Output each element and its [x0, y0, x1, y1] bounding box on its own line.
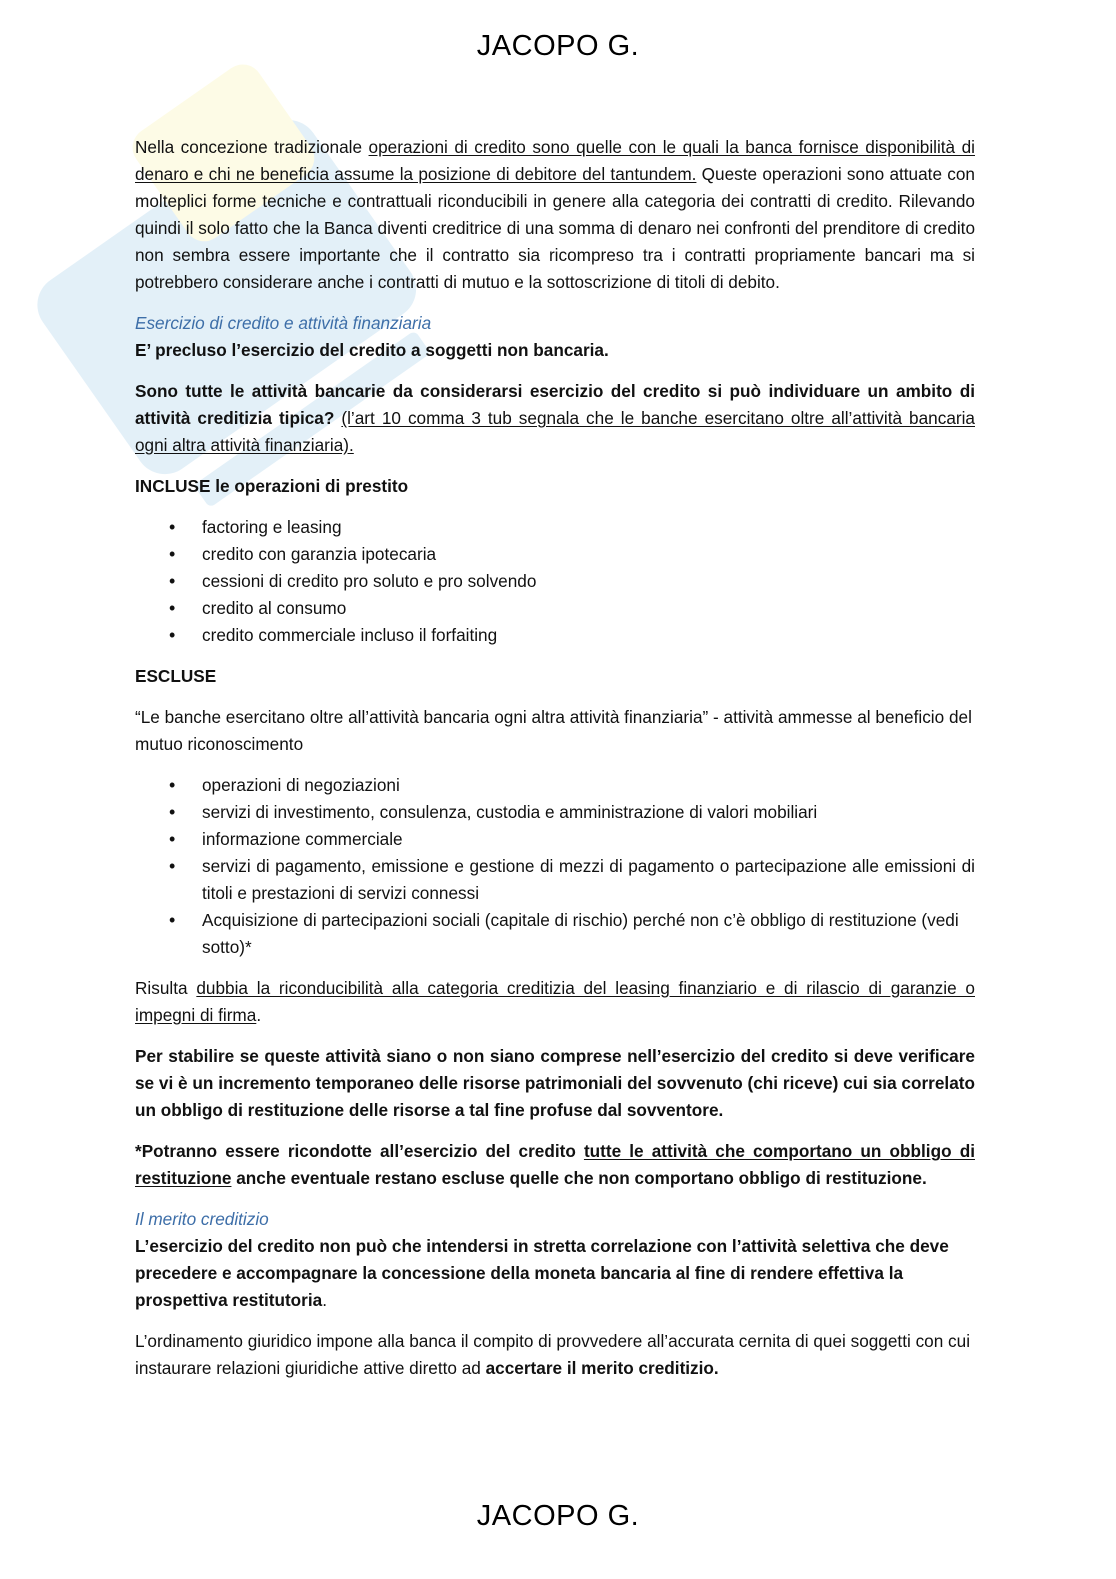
- page-header: JACOPO G.: [476, 30, 640, 62]
- escluse-title: ESCLUSE: [135, 666, 217, 686]
- list-item: • credito al consumo: [202, 595, 975, 622]
- escluse-list: [135, 772, 975, 961]
- paragraph-potranno: *Potranno essere ricondotte all’esercizio del credito tutte le attività che comportano un obbligo di restituzione anche eventuale restano escluse quelle che non comportano obbligo di restituzione.: [135, 1141, 975, 1188]
- list-item: • operazioni di negoziazioni: [202, 772, 975, 799]
- list-item: • factoring e leasing: [202, 514, 975, 541]
- paragraph-stabilire: Per stabilire se queste attività siano o non siano comprese nell’esercizio del credito si deve verificare se vi è un incremento temporaneo delle risorse patrimoniali del sovvenuto (chi riceve) cui sia correlato un obbligo di restituzione delle risorse a tal fine profuse dal sovventore.: [135, 1046, 975, 1120]
- paragraph-intro: Nella concezione tradizionale operazioni di credito sono quelle con le quali la banca fornisce disponibilità di denaro e chi ne beneficia assume la posizione di debitore del tantundem. Queste operazioni sono attuate con molteplici forme tecniche e contrattuali riconducibili in genere alla categoria dei contratti di credito. Rilevando quindi il solo fatto che la Banca diventi creditrice di una somma di denaro nei confronti del prenditore di credito non sembra essere importante che il contratto sia ricompreso tra i contratti propriamente bancari ma si potrebbero considerare anche i contratti di mutuo e la sottoscrizione di titoli di debito.: [135, 137, 975, 292]
- list-item: • credito commerciale incluso il forfaiting: [202, 622, 975, 649]
- paragraph-precluso: E’ precluso l’esercizio del credito a soggetti non bancaria.: [135, 340, 609, 360]
- escluse-intro: “Le banche esercitano oltre all’attività bancaria ogni altra attività finanziaria” - attività ammesse al beneficio del mutuo riconoscimento: [135, 707, 972, 754]
- list-item: • informazione commerciale: [202, 826, 975, 853]
- list-item: • credito con garanzia ipotecaria: [202, 541, 975, 568]
- paragraph-merito: L’esercizio del credito non può che intendersi in stretta correlazione con l’attività selettiva che deve precedere e accompagnare la concessione della moneta bancaria al fine di rendere effettiva la prospettiva restitutoria.: [135, 1236, 949, 1310]
- list-item: • servizi di pagamento, emissione e gestione di mezzi di pagamento o partecipazione alle emissioni di titoli e prestazioni di servizi connessi: [202, 853, 975, 907]
- list-item: • Acquisizione di partecipazioni sociali (capitale di rischio) perché non c’è obbligo di restituzione (vedi sotto)*: [202, 907, 975, 961]
- section-title-merito: Il merito creditizio: [135, 1209, 269, 1229]
- incluse-title: INCLUSE le operazioni di prestito: [135, 476, 409, 496]
- paragraph-question: Sono tutte le attività bancarie da considerarsi esercizio del credito si può individuare un ambito di attività creditizia tipica? (l’art 10 comma 3 tub segnala che le banche esercitano oltre all’attività bancaria ogni altra attività finanziaria).: [135, 381, 975, 455]
- paragraph-ordinamento: L’ordinamento giuridico impone alla banca il compito di provvedere all’accurata cernita di quei soggetti con cui instaurare relazioni giuridiche attive diretto ad accertare il merito creditizio.: [135, 1331, 971, 1378]
- section-title-esercizio: Esercizio di credito e attività finanziaria: [135, 313, 432, 333]
- list-item: • servizi di investimento, consulenza, custodia e amministrazione di valori mobiliari: [202, 799, 975, 826]
- list-item: • cessioni di credito pro soluto e pro solvendo: [202, 568, 975, 595]
- paragraph-risulta: Risulta dubbia la riconducibilità alla categoria creditizia del leasing finanziario e di rilascio di garanzie o impegni di firma.: [135, 978, 975, 1025]
- page-footer: JACOPO G.: [476, 1500, 640, 1532]
- document-body: [135, 134, 975, 1396]
- incluse-list: [135, 514, 975, 649]
